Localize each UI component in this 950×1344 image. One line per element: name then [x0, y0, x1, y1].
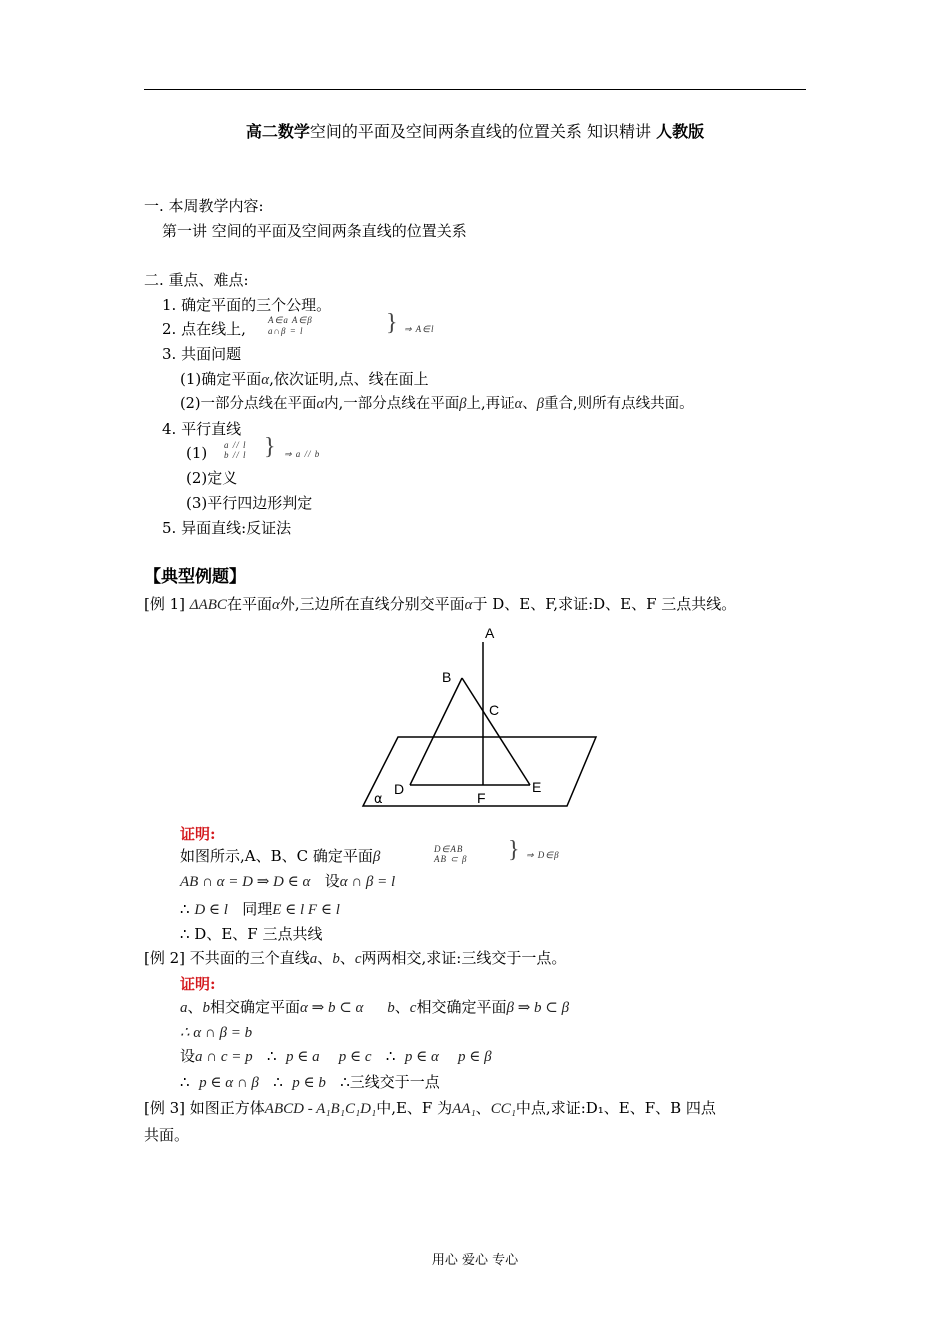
example-3: [144, 1098, 716, 1119]
ex1-p1-beta: β: [372, 849, 381, 865]
item-2-brace: }: [386, 310, 398, 336]
ex1-proof-line4: ∴ D、E、F 三点共线: [180, 925, 323, 943]
item-3-2-d: 、: [522, 396, 537, 412]
ex1-alpha-1: α: [271, 597, 280, 613]
ex2-m-b: b: [332, 951, 340, 967]
ex1-p1-result: ⇒ D∈β: [526, 850, 560, 860]
ex2-p3-m4: p ∈ α: [404, 1049, 439, 1065]
ex2-p3-therefore-1: ∴: [266, 1047, 277, 1065]
page-footer: 用心 爱心 专心: [431, 1253, 519, 1268]
ex1-label: [例 1]: [144, 595, 190, 613]
item-1: 1. 确定平面的三个公理。: [162, 296, 332, 314]
ex1-p1-brace: }: [508, 837, 520, 863]
section1-line1: 第一讲 空间的平面及空间两条直线的位置关系: [162, 222, 467, 240]
figure-label-E: E: [532, 779, 542, 795]
ex1-proof-line1: [180, 846, 380, 867]
ex3-m3: CC₁: [490, 1101, 516, 1117]
item-3-2-beta-1: β: [459, 396, 467, 412]
ex2-a: [例 2] 不共面的三个直线: [144, 949, 310, 967]
item-2: [162, 319, 246, 339]
ex1-p3-therefore: ∴: [180, 900, 195, 918]
item-3-2-beta-2: β: [536, 396, 544, 412]
ex1-d: 于 D、E、F,求证:D、E、F 三点共线。: [472, 595, 737, 613]
ex2-m-a: a: [309, 951, 318, 967]
title-main: 空间的平面及空间两条直线的位置关系 知识精讲: [309, 122, 657, 141]
example-1: [144, 594, 736, 615]
ex3-c: 中点,求证:D₁、E、F、B 四点: [515, 1099, 716, 1117]
item-2-formula-top: A∈a A∈β: [268, 315, 313, 325]
ex1-p2-set: 设: [324, 872, 340, 890]
title-bold-prefix: 高二数学: [245, 122, 310, 141]
item-4-1-bottom: b // l: [224, 450, 247, 460]
ex2-p1-b2: b: [387, 1000, 395, 1016]
ex1-p2-math: AB ∩ α = D ⇒ D ∈ α: [180, 874, 311, 890]
item-3-1-b: ,依次证明,点、线在面上: [269, 370, 429, 388]
header-rule: [144, 89, 806, 90]
ex2-p1-m2: β ⇒ b ⊂ β: [506, 1000, 570, 1016]
ex2-proof-label: 证明:: [180, 975, 216, 993]
ex2-p3-m1: a ∩ c = p: [195, 1049, 253, 1065]
ex2-b: 两两相交,求证:三线交于一点。: [361, 949, 567, 967]
item-3: 3. 共面问题: [162, 345, 242, 363]
item-4-3: (3)平行四边形判定: [186, 494, 313, 512]
section1-heading: 一. 本周教学内容:: [144, 197, 264, 215]
ex1-p3-m2: E ∈ l F ∈ l: [272, 902, 340, 918]
ex2-m-c: c: [354, 951, 362, 967]
ex2-proof-line1: [180, 997, 569, 1018]
examples-heading: 【典型例题】: [144, 567, 246, 587]
ex2-p1-text-2: 相交确定平面: [416, 998, 507, 1016]
ex2-proof-line4: [180, 1072, 440, 1093]
ex1-p1-top: D∈AB: [434, 844, 464, 854]
ex3-a: [例 3] 如图正方体: [144, 1099, 265, 1117]
item-3-2: [180, 394, 694, 414]
ex1-p1-bottom: AB ⊂ β: [434, 854, 468, 864]
ex3-m2: AA₁: [452, 1101, 476, 1117]
ex2-p4-end: 三线交于一点: [349, 1073, 440, 1091]
ex2-p3-therefore-2: ∴: [385, 1047, 396, 1065]
item-3-2-alpha-1: α: [316, 396, 325, 412]
item-4: 4. 平行直线: [162, 420, 242, 438]
ex2-p1-a: a: [180, 1000, 188, 1016]
item-3-1-alpha: α: [261, 372, 270, 388]
ex2-p3-set: 设: [180, 1047, 196, 1065]
item-4-1: (1): [186, 444, 208, 462]
item-3-2-a: (2)一部分点线在平面: [180, 396, 317, 412]
item-3-2-b: 内,一部分点线在平面: [324, 396, 460, 412]
item-2-formula: [268, 316, 313, 336]
item-3-2-c: 上,再证: [466, 396, 515, 412]
ex2-p1-sep-1: 、: [187, 998, 203, 1016]
ex2-p1-b: b: [202, 1000, 211, 1016]
item-4-2: (2)定义: [186, 469, 238, 487]
item-2-text: 2. 点在线上,: [162, 320, 246, 338]
figure-label-C: C: [489, 702, 500, 718]
ex1-p3-m1: D ∈ l: [194, 902, 228, 918]
item-3-1: [180, 369, 429, 390]
ex3-cube: ABCD - A₁B₁C₁D₁: [264, 1101, 377, 1117]
ex2-p1-text-1: 相交确定平面: [210, 998, 301, 1016]
ex2-p3-m2: p ∈ a: [286, 1049, 320, 1065]
ex1-proof-label: 证明:: [180, 825, 216, 843]
ex2-sep-2: 、: [339, 949, 355, 967]
ex3-sep: 、: [475, 1099, 491, 1117]
item-3-1-a: (1)确定平面: [180, 370, 262, 388]
item-4-1-top: a // l: [224, 440, 247, 450]
figure-label-A: A: [485, 625, 495, 641]
figure-label-F: F: [477, 790, 486, 806]
ex2-sep-1: 、: [317, 949, 333, 967]
ex2-proof-line3: [180, 1046, 492, 1067]
ex2-p4-therefore-3: ∴: [340, 1073, 350, 1091]
ex2-p4-m1: p ∈ α ∩ β: [199, 1075, 259, 1091]
ex2-p3-m5: p ∈ β: [457, 1049, 492, 1065]
ex1-b: 在平面: [226, 595, 272, 613]
ex2-p4-therefore-1: ∴: [180, 1073, 190, 1091]
item-3-2-alpha-2: α: [514, 396, 523, 412]
example-2: [144, 948, 566, 969]
example-3-cont: 共面。: [144, 1126, 190, 1144]
line-BD: [410, 678, 462, 785]
item-3-2-e: 重合,则所有点线共面。: [543, 396, 694, 412]
ex1-p1-text: 如图所示,A、B、C 确定平面: [180, 847, 373, 865]
triangle-plane-figure: [360, 620, 620, 815]
ex1-c: 外,三边所在直线分别交平面: [279, 595, 465, 613]
figure-label-B: B: [442, 669, 452, 685]
ex2-p1-m1: α ⇒ b ⊂ α: [300, 1000, 364, 1016]
section2-heading: 二. 重点、难点:: [144, 271, 249, 289]
ex2-p1-c: c: [409, 1000, 417, 1016]
item-4-1-formula: [224, 441, 247, 460]
ex2-p1-sep-2: 、: [394, 998, 410, 1016]
ex1-p3-same: 同理: [242, 900, 273, 918]
ex1-p1-formula: [434, 845, 468, 864]
ex2-p4-therefore-2: ∴: [273, 1073, 283, 1091]
item-2-result: ⇒ A∈l: [404, 324, 435, 334]
item-4-1-result: ⇒ a // b: [284, 449, 321, 459]
ex1-proof-line2: [180, 871, 395, 892]
ex1-alpha-2: α: [464, 597, 473, 613]
item-2-formula-bottom: a∩β = l: [268, 326, 304, 336]
ex1-p2-math2: α ∩ β = l: [339, 874, 396, 890]
ex3-b: 中,E、F 为: [376, 1099, 453, 1117]
title-bold-suffix: 人教版: [656, 122, 705, 141]
item-5: 5. 异面直线:反证法: [162, 519, 292, 537]
line-BE: [462, 678, 530, 785]
ex2-p3-m3: p ∈ c: [338, 1049, 372, 1065]
figure-label-alpha: α: [374, 792, 383, 807]
ex2-p4-m2: p ∈ b: [292, 1075, 326, 1091]
ex1-triangle: ΔABC: [189, 597, 227, 613]
item-4-1-brace: }: [264, 434, 276, 460]
figure-label-D: D: [394, 781, 405, 797]
ex2-p2-m: ∴ α ∩ β = b: [180, 1025, 253, 1041]
ex1-proof-line3: [180, 899, 340, 920]
ex2-proof-line2: [180, 1022, 252, 1043]
page-title: [0, 122, 950, 142]
